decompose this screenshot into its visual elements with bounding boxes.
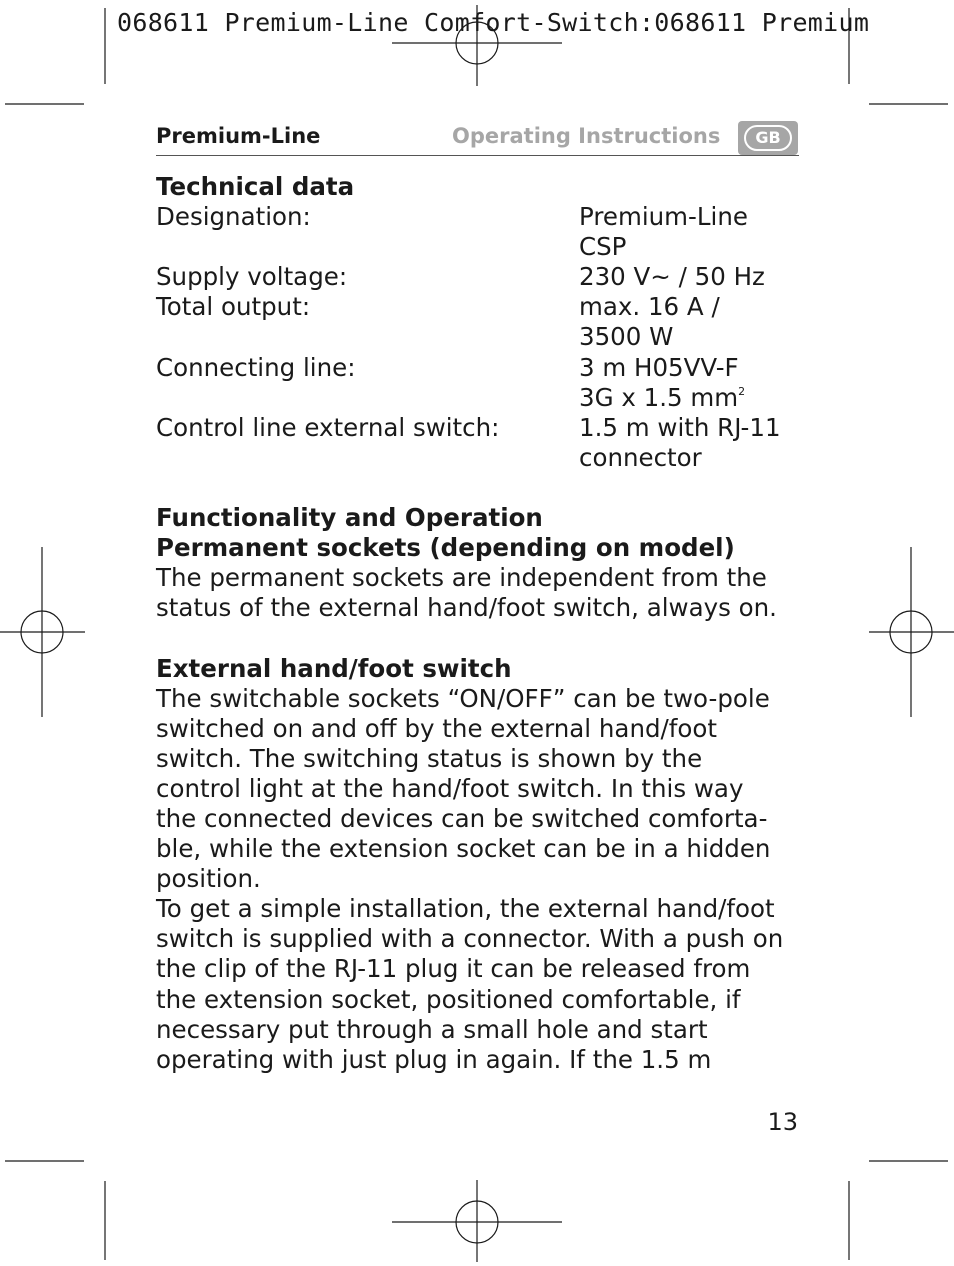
spec-label: Designation: [156, 202, 311, 232]
spec-value-line: Premium-Line [579, 202, 748, 232]
body-line: To get a simple installation, the external hand/foot [156, 894, 775, 924]
spec-value [579, 292, 806, 352]
section-header: Operating Instructions [452, 124, 721, 148]
functionality-heading: Functionality and Operation [156, 503, 543, 533]
spec-value-line: 3500 W [579, 322, 674, 352]
body-line: ble, while the extension socket can be in a hidden [156, 834, 771, 864]
spec-value-line: 3 m H05VV-F [579, 352, 739, 382]
spec-value-line: CSP [579, 232, 627, 262]
spec-value [579, 413, 806, 473]
spec-label: Connecting line: [156, 352, 356, 382]
body-line: operating with just plug in again. If the 1.5 m [156, 1044, 712, 1074]
page-number: 13 [767, 1108, 798, 1136]
spec-row [156, 292, 806, 352]
spec-value [579, 202, 806, 262]
spec-value-line: connector [579, 442, 702, 472]
spec-label: Supply voltage: [156, 262, 348, 292]
body-line: status of the external hand/foot switch, always on. [156, 593, 777, 623]
spec-value-line: 1.5 m with RJ-11 [579, 412, 781, 442]
spec-row [156, 413, 806, 473]
body-line: switched on and off by the external hand/foot [156, 713, 717, 743]
spec-value [579, 353, 806, 413]
body-line: The switchable sockets “ON/OFF” can be two-pole [156, 683, 770, 713]
spec-row [156, 202, 806, 262]
superscript: 2 [738, 384, 746, 398]
body-line: The permanent sockets are independent from the [156, 563, 767, 593]
header-rule [156, 155, 799, 156]
body-line: the clip of the RJ-11 plug it can be released from [156, 954, 751, 984]
body-line: switch is supplied with a connector. With a push on [156, 924, 784, 954]
spec-value-text: 3G x 1.5 mm [579, 382, 739, 412]
spec-label: Control line external switch: [156, 412, 500, 442]
spec-value [579, 262, 806, 292]
external-switch-heading: External hand/foot switch [156, 653, 512, 683]
body-line: position. [156, 864, 261, 894]
spec-value-line: 230 V~ / 50 Hz [579, 262, 765, 292]
page-content [156, 172, 806, 1075]
spec-value-line [579, 383, 806, 413]
spec-row [156, 262, 806, 292]
language-badge-label: GB [744, 125, 792, 151]
spec-value-line: max. 16 A / [579, 292, 720, 322]
body-line: the extension socket, positioned comfortable, if [156, 984, 741, 1014]
body-line: control light at the hand/foot switch. In this way [156, 773, 744, 803]
permanent-sockets-heading: Permanent sockets (depending on model) [156, 533, 735, 563]
spec-row [156, 353, 806, 413]
brand-header: Premium-Line [156, 124, 321, 148]
spec-label: Total output: [156, 292, 311, 322]
language-badge [738, 121, 798, 155]
body-line: the connected devices can be switched comforta- [156, 803, 768, 833]
technical-data-heading: Technical data [156, 172, 355, 201]
body-line: switch. The switching status is shown by the [156, 743, 703, 773]
print-slug-line: 068611 Premium-Line Comfort-Switch:068611 Premium [117, 8, 870, 37]
body-line: necessary put through a small hole and start [156, 1014, 708, 1044]
